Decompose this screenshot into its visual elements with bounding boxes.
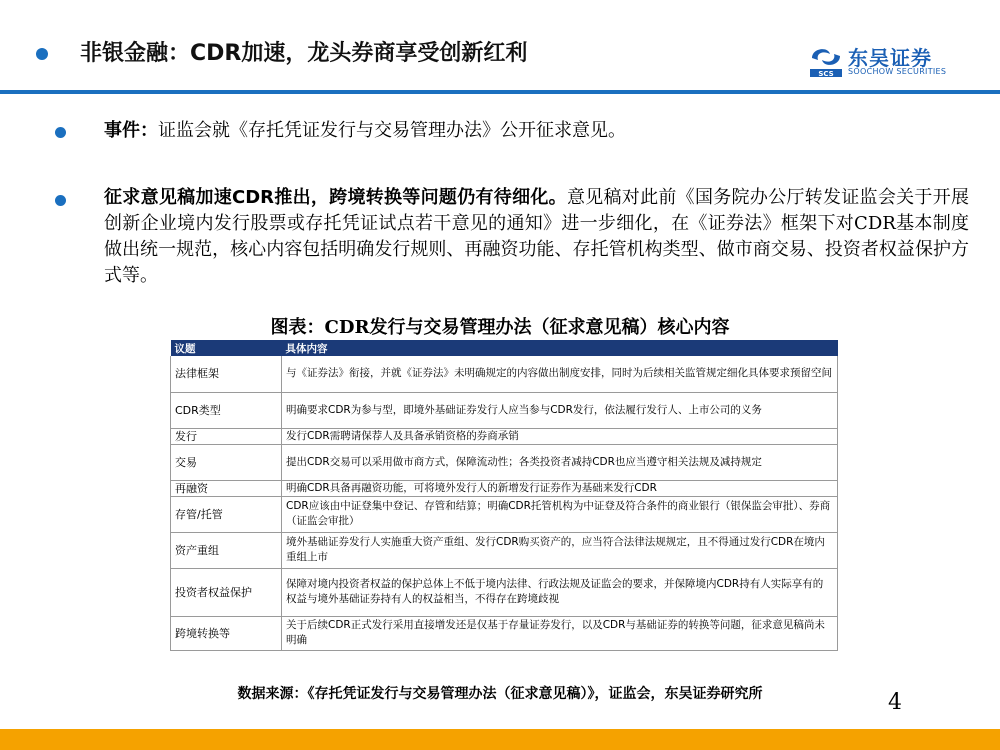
row-topic: 跨境转换等 <box>171 616 282 650</box>
column-header-topic: 议题 <box>171 340 282 356</box>
page-title: 非银金融：CDR加速，龙头券商享受创新红利 <box>80 41 528 66</box>
row-content: CDR应该由中证登集中登记、存管和结算；明确CDR托管机构为中证登及符合条件的商业银行（银保监会审批）、券商（证监会审批） <box>282 496 838 532</box>
row-topic: 法律框架 <box>171 356 282 392</box>
row-topic: CDR类型 <box>171 392 282 428</box>
table-header-row <box>171 340 838 356</box>
column-header-content: 具体内容 <box>282 340 838 356</box>
row-topic: 发行 <box>171 428 282 444</box>
row-topic: 存管/托管 <box>171 496 282 532</box>
header-divider <box>0 90 1000 94</box>
row-content: 明确CDR具备再融资功能，可将境外发行人的新增发行证券作为基础来发行CDR <box>282 480 838 496</box>
bullet-icon <box>55 195 66 206</box>
row-content: 与《证券法》衔接，并就《证券法》未明确规定的内容做出制度安排，同时为后续相关监管规定细化具体要求预留空间 <box>282 356 838 392</box>
page-number: 4 <box>888 690 902 715</box>
footer-bar <box>0 729 1000 750</box>
row-content: 发行CDR需聘请保荐人及具备承销资格的券商承销 <box>282 428 838 444</box>
data-source: 数据来源：《存托凭证发行与交易管理办法（征求意见稿）》，证监会，东吴证券研究所 <box>237 686 763 702</box>
table-row <box>171 444 838 480</box>
row-topic: 再融资 <box>171 480 282 496</box>
row-content: 境外基础证券发行人实施重大资产重组、发行CDR购买资产的，应当符合法律法规规定，且不得通过发行CDR在境内重组上市 <box>282 532 838 568</box>
company-logo: SCS 东吴证券 SOOCHOW SECURITIES <box>808 44 958 80</box>
row-topic: 资产重组 <box>171 532 282 568</box>
row-content: 提出CDR交易可以采用做市商方式，保障流动性；各类投资者减持CDR也应当遵守相关法规及减持规定 <box>282 444 838 480</box>
row-topic: 交易 <box>171 444 282 480</box>
bullet-icon <box>55 127 66 138</box>
bullet-analysis: 征求意见稿加速CDR推出，跨境转换等问题仍有待细化。意见稿对此前《国务院办公厅转发证监会关于开展创新企业境内发行股票或存托凭证试点若干意见的通知》进一步细化，在《证券法》框架下对CDR基本制度做出统一规范，核心内容包括明确发行规则、再融资功能、存托管机构类型、做市商交易、投资者权益保护方式等。 <box>104 187 969 286</box>
soochow-logo-icon <box>808 44 844 78</box>
svg-text:SCS: SCS <box>818 70 834 78</box>
cdr-core-content-table <box>170 340 838 651</box>
table-row <box>171 616 838 650</box>
table-row <box>171 532 838 568</box>
table-row <box>171 392 838 428</box>
table-row <box>171 568 838 616</box>
bullet-event: 事件：证监会就《存托凭证发行与交易管理办法》公开征求意见。 <box>104 120 626 141</box>
table-row <box>171 356 838 392</box>
table-title: 图表：CDR发行与交易管理办法（征求意见稿）核心内容 <box>270 317 730 338</box>
table-row <box>171 480 838 496</box>
row-topic: 投资者权益保护 <box>171 568 282 616</box>
table-row <box>171 496 838 532</box>
title-bullet-icon <box>36 48 48 60</box>
row-content: 关于后续CDR正式发行采用直接增发还是仅基于存量证券发行，以及CDR与基础证券的转换等问题，征求意见稿尚未明确 <box>282 616 838 650</box>
row-content: 明确要求CDR为参与型，即境外基础证券发行人应当参与CDR发行，依法履行发行人、上市公司的义务 <box>282 392 838 428</box>
table-row <box>171 428 838 444</box>
row-content: 保障对境内投资者权益的保护总体上不低于境内法律、行政法规及证监会的要求，并保障境内CDR持有人实际享有的权益与境外基础证券持有人的权益相当，不得存在跨境歧视 <box>282 568 838 616</box>
